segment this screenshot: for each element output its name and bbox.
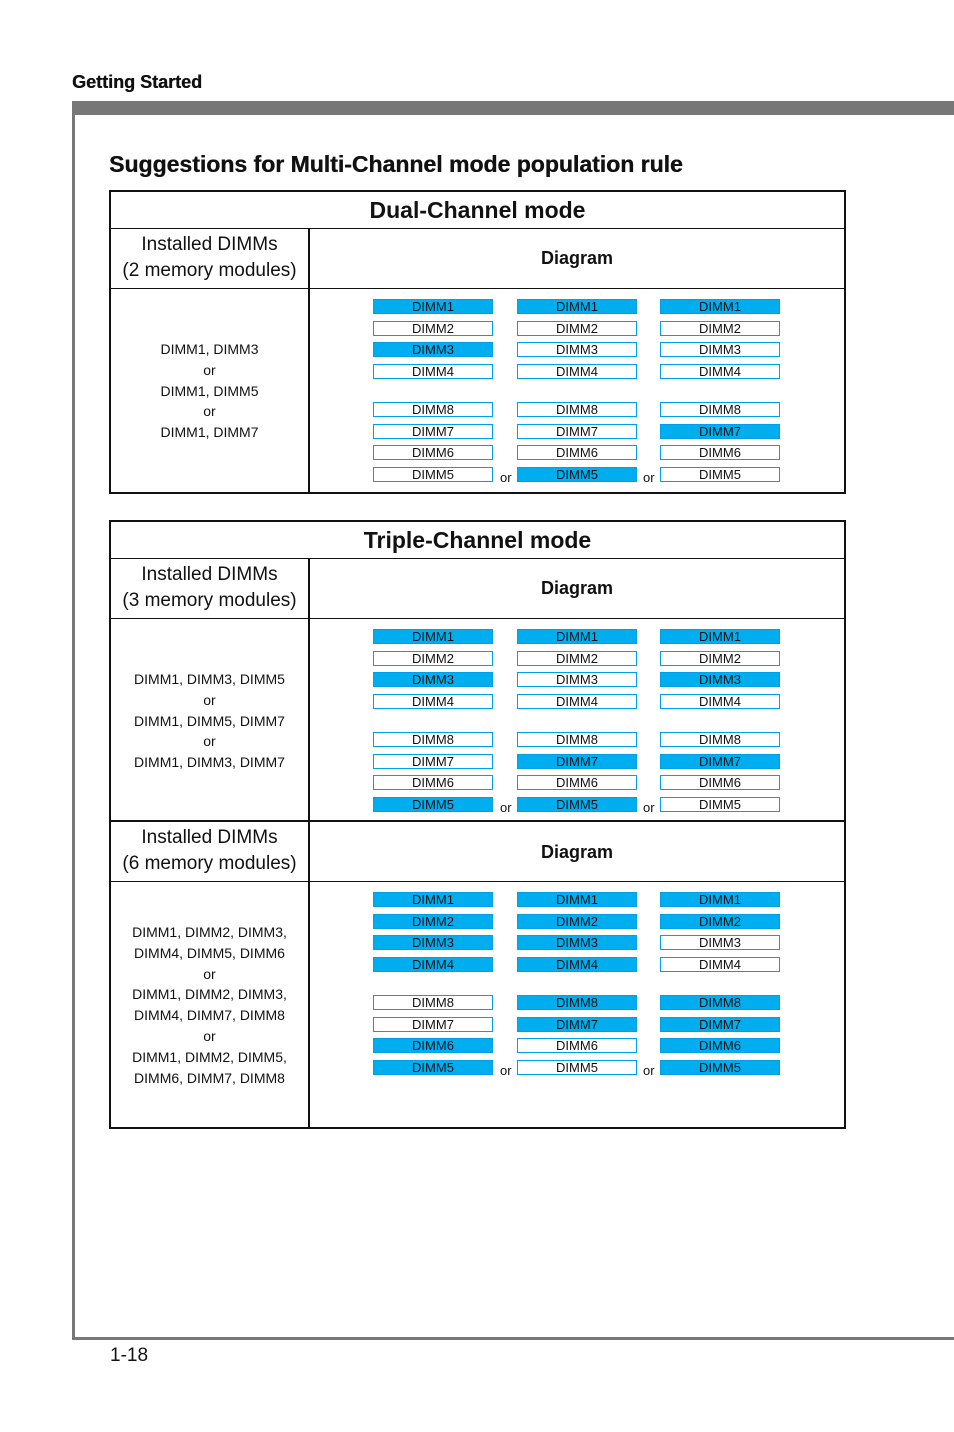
dimm-slot-dimm2: DIMM2 <box>517 321 637 336</box>
dimm-slot-dimm8: DIMM8 <box>517 995 637 1010</box>
footer-rule <box>72 1337 954 1340</box>
dimm-slot-dimm3: DIMM3 <box>373 935 493 950</box>
combination-line: or <box>203 403 216 420</box>
combination-list <box>111 669 308 773</box>
dimm-slot-dimm4: DIMM4 <box>660 694 780 709</box>
combination-line: DIMM1, DIMM3 <box>160 341 259 357</box>
combination-line: or <box>203 733 216 750</box>
dimm-slot-dimm6: DIMM6 <box>373 445 493 460</box>
combination-line: DIMM1, DIMM2, DIMM5, <box>132 1048 287 1065</box>
dimm-slot-dimm4: DIMM4 <box>517 694 637 709</box>
divider <box>111 288 844 289</box>
dimm-slot-dimm1: DIMM1 <box>373 629 493 644</box>
or-separator: or <box>500 1063 512 1078</box>
dimm-slot-dimm4: DIMM4 <box>517 364 637 379</box>
triple-channel-table <box>109 520 846 1129</box>
combination-line: or <box>203 965 216 982</box>
installed-dimms-header <box>111 825 308 877</box>
dimm-slot-dimm7: DIMM7 <box>373 754 493 769</box>
installed-dimms-header <box>111 562 308 614</box>
dimm-slot-dimm6: DIMM6 <box>373 1038 493 1053</box>
divider <box>111 558 844 559</box>
dimm-slot-dimm2: DIMM2 <box>373 914 493 929</box>
dimm-slot-dimm8: DIMM8 <box>517 402 637 417</box>
dimm-slot-dimm8: DIMM8 <box>373 995 493 1010</box>
dimm-slot-dimm1: DIMM1 <box>517 892 637 907</box>
dimm-slot-dimm3: DIMM3 <box>660 672 780 687</box>
dimm-slot-dimm7: DIMM7 <box>373 1017 493 1032</box>
header-line: (3 memory modules) <box>122 590 297 611</box>
section-header: Getting Started <box>72 72 203 92</box>
dimm-slot-dimm1: DIMM1 <box>517 629 637 644</box>
dimm-slot-dimm7: DIMM7 <box>373 424 493 439</box>
dimm-slot-dimm7: DIMM7 <box>517 424 637 439</box>
combination-line: DIMM4, DIMM7, DIMM8 <box>134 1007 285 1024</box>
combination-line: DIMM1, DIMM7 <box>160 424 259 441</box>
dimm-slot-dimm5: DIMM5 <box>517 1060 637 1075</box>
dimm-slot-dimm2: DIMM2 <box>517 914 637 929</box>
section-divider <box>111 820 844 822</box>
dimm-slot-dimm8: DIMM8 <box>660 995 780 1010</box>
dimm-slot-dimm5: DIMM5 <box>517 797 637 812</box>
combination-list <box>111 922 308 1088</box>
dimm-slot-dimm8: DIMM8 <box>373 732 493 747</box>
or-separator: or <box>643 1063 655 1078</box>
divider <box>111 881 844 882</box>
left-margin-rule <box>72 101 75 1340</box>
dimm-slot-dimm4: DIMM4 <box>517 957 637 972</box>
dimm-slot-dimm7: DIMM7 <box>660 754 780 769</box>
dimm-slot-dimm1: DIMM1 <box>660 629 780 644</box>
dimm-slot-dimm7: DIMM7 <box>517 1017 637 1032</box>
or-separator: or <box>643 800 655 815</box>
header-line: (2 memory modules) <box>122 260 297 281</box>
combination-line: or <box>203 361 216 378</box>
dimm-slot-dimm4: DIMM4 <box>373 694 493 709</box>
dimm-slot-dimm2: DIMM2 <box>660 914 780 929</box>
diagram-header: Diagram <box>540 842 614 862</box>
dimm-slot-dimm1: DIMM1 <box>660 299 780 314</box>
dimm-slot-dimm5: DIMM5 <box>373 797 493 812</box>
or-separator: or <box>500 470 512 485</box>
combination-list <box>111 339 308 443</box>
combination-line: DIMM1, DIMM5, DIMM7 <box>134 712 285 729</box>
installed-dimms-header <box>111 232 308 284</box>
dimm-slot-dimm5: DIMM5 <box>660 1060 780 1075</box>
dimm-slot-dimm4: DIMM4 <box>660 957 780 972</box>
dimm-slot-dimm8: DIMM8 <box>660 732 780 747</box>
combination-line: DIMM1, DIMM2, DIMM3, <box>132 924 287 940</box>
combination-line: DIMM1, DIMM3, DIMM5 <box>134 671 285 687</box>
or-separator: or <box>500 800 512 815</box>
dimm-slot-dimm1: DIMM1 <box>373 892 493 907</box>
dimm-slot-dimm6: DIMM6 <box>373 775 493 790</box>
dimm-slot-dimm2: DIMM2 <box>373 321 493 336</box>
dimm-slot-dimm8: DIMM8 <box>517 732 637 747</box>
dimm-slot-dimm5: DIMM5 <box>517 467 637 482</box>
dimm-slot-dimm6: DIMM6 <box>660 775 780 790</box>
divider <box>111 618 844 619</box>
dimm-slot-dimm7: DIMM7 <box>660 1017 780 1032</box>
dimm-slot-dimm6: DIMM6 <box>517 1038 637 1053</box>
combination-line: DIMM1, DIMM5 <box>160 382 259 399</box>
dimm-slot-dimm1: DIMM1 <box>517 299 637 314</box>
header-bar <box>72 101 954 115</box>
dimm-slot-dimm6: DIMM6 <box>517 775 637 790</box>
dimm-slot-dimm7: DIMM7 <box>660 424 780 439</box>
page-title: Suggestions for Multi-Channel mode population rule <box>109 151 683 177</box>
header-line: Installed DIMMs <box>141 234 278 255</box>
dimm-slot-dimm1: DIMM1 <box>373 299 493 314</box>
dimm-slot-dimm2: DIMM2 <box>373 651 493 666</box>
header-line: (6 memory modules) <box>122 853 297 874</box>
dimm-slot-dimm5: DIMM5 <box>373 1060 493 1075</box>
combination-line: DIMM6, DIMM7, DIMM8 <box>134 1069 285 1086</box>
combination-line: DIMM1, DIMM3, DIMM7 <box>134 754 285 771</box>
combination-line: or <box>203 1027 216 1044</box>
dimm-slot-dimm3: DIMM3 <box>373 672 493 687</box>
combination-line: or <box>203 691 216 708</box>
dimm-slot-dimm8: DIMM8 <box>373 402 493 417</box>
dimm-slot-dimm6: DIMM6 <box>660 1038 780 1053</box>
dimm-slot-dimm2: DIMM2 <box>660 321 780 336</box>
header-line: Installed DIMMs <box>141 827 278 848</box>
diagram-header: Diagram <box>540 248 614 268</box>
dimm-slot-dimm8: DIMM8 <box>660 402 780 417</box>
dimm-slot-dimm5: DIMM5 <box>660 797 780 812</box>
dimm-slot-dimm6: DIMM6 <box>660 445 780 460</box>
dimm-slot-dimm4: DIMM4 <box>373 957 493 972</box>
diagram-header: Diagram <box>540 578 614 598</box>
dimm-slot-dimm5: DIMM5 <box>660 467 780 482</box>
dimm-slot-dimm4: DIMM4 <box>373 364 493 379</box>
header-line: Installed DIMMs <box>141 564 278 585</box>
dimm-slot-dimm5: DIMM5 <box>373 467 493 482</box>
dimm-slot-dimm3: DIMM3 <box>660 342 780 357</box>
dimm-slot-dimm1: DIMM1 <box>660 892 780 907</box>
combination-line: DIMM4, DIMM5, DIMM6 <box>134 944 285 961</box>
dimm-slot-dimm2: DIMM2 <box>660 651 780 666</box>
table-title: Triple-Channel mode <box>363 527 592 553</box>
dimm-slot-dimm3: DIMM3 <box>373 342 493 357</box>
combination-line: DIMM1, DIMM2, DIMM3, <box>132 986 287 1003</box>
table-title: Dual-Channel mode <box>369 197 586 223</box>
dual-channel-table <box>109 190 846 494</box>
page-number: 1-18 <box>110 1345 149 1366</box>
dimm-slot-dimm3: DIMM3 <box>517 342 637 357</box>
dimm-slot-dimm4: DIMM4 <box>660 364 780 379</box>
dimm-slot-dimm7: DIMM7 <box>517 754 637 769</box>
dimm-slot-dimm3: DIMM3 <box>517 935 637 950</box>
dimm-slot-dimm3: DIMM3 <box>517 672 637 687</box>
dimm-slot-dimm3: DIMM3 <box>660 935 780 950</box>
or-separator: or <box>643 470 655 485</box>
dimm-slot-dimm2: DIMM2 <box>517 651 637 666</box>
dimm-slot-dimm6: DIMM6 <box>517 445 637 460</box>
divider <box>111 228 844 229</box>
